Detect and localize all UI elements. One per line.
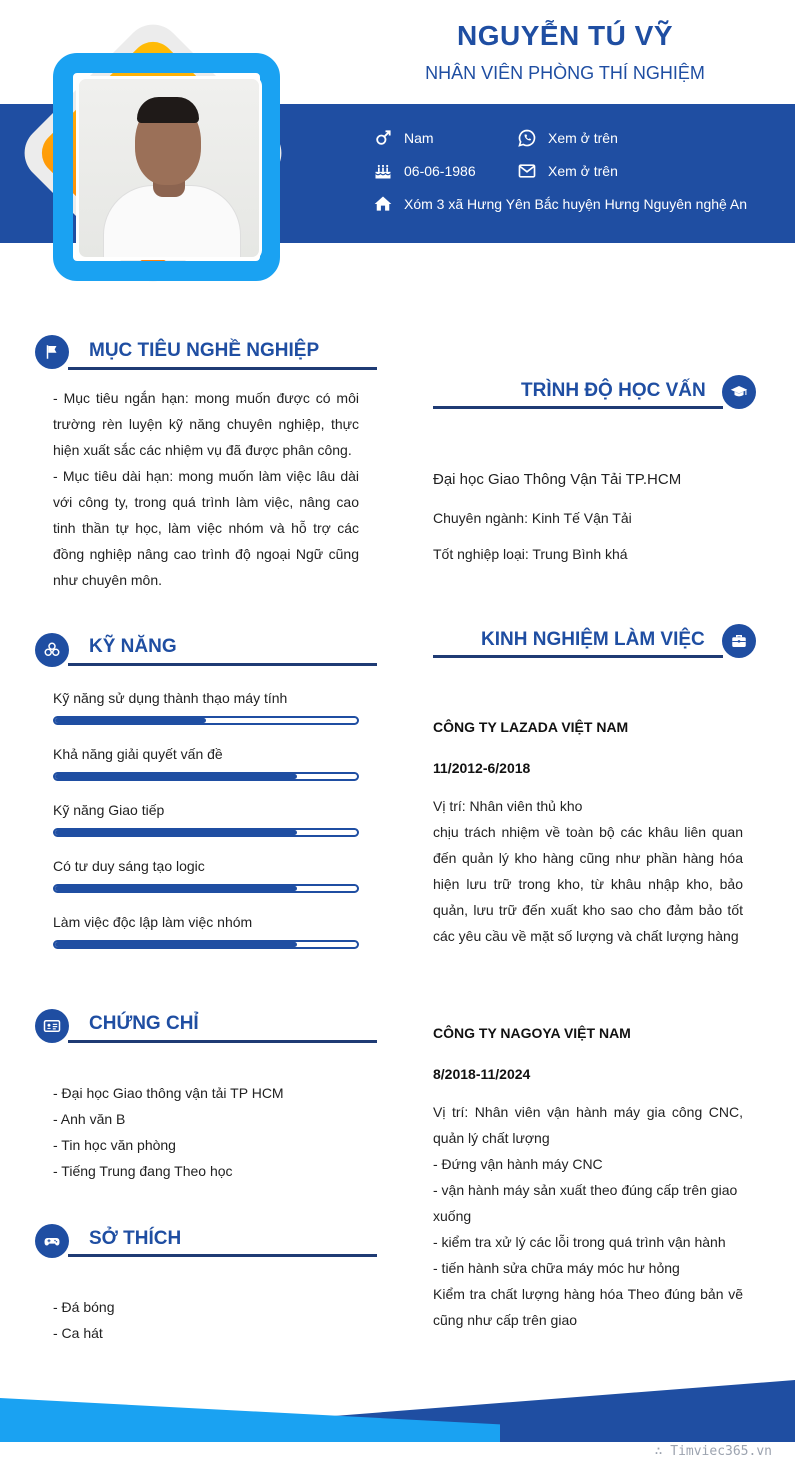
briefcase-icon bbox=[730, 632, 748, 650]
birthday-info bbox=[372, 161, 476, 181]
hobbies-title: SỞ THÍCH bbox=[89, 1228, 182, 1249]
certificate-item: - Anh văn B bbox=[53, 1111, 126, 1127]
cubes-icon bbox=[43, 641, 61, 659]
hobby-item: - Ca hát bbox=[53, 1325, 103, 1341]
skill-label: Có tư duy sáng tạo logic bbox=[53, 858, 205, 874]
education-section-icon bbox=[722, 375, 756, 409]
skill-fill bbox=[55, 886, 297, 891]
job-period: 8/2018-11/2024 bbox=[433, 1066, 531, 1082]
skills-underline bbox=[68, 663, 377, 666]
certificate-item: - Đại học Giao thông vận tải TP HCM bbox=[53, 1085, 284, 1101]
certificates-section-icon bbox=[35, 1009, 69, 1043]
skill-fill bbox=[55, 830, 297, 835]
cake-icon bbox=[372, 161, 394, 181]
objective-short: - Mục tiêu ngắn hạn: mong muốn được có môi trường rèn luyện kỹ năng chuyên nghiệp, thực hiện xuất sắc các nhiệm vụ đã được phân công. bbox=[53, 390, 359, 458]
experience-title: KINH NGHIỆM LÀM VIỆC bbox=[481, 629, 705, 650]
job-duty: Kiểm tra chất lượng hàng hóa Theo đúng bản vẽ cũng như cấp trên giao bbox=[433, 1286, 743, 1328]
flag-icon bbox=[43, 343, 61, 361]
experience-section-icon bbox=[722, 624, 756, 658]
job-duty: - tiến hành sửa chữa máy móc hư hỏng bbox=[433, 1260, 680, 1276]
education-major: Chuyên ngành: Kinh Tế Vận Tải bbox=[433, 510, 632, 526]
skill-bar bbox=[53, 884, 359, 893]
hobbies-underline bbox=[68, 1254, 377, 1257]
education-title: TRÌNH ĐỘ HỌC VẤN bbox=[521, 380, 706, 401]
skill-label: Kỹ năng sử dụng thành thạo máy tính bbox=[53, 690, 288, 706]
skill-bar bbox=[53, 716, 359, 725]
certificate-item: - Tiếng Trung đang Theo học bbox=[53, 1163, 233, 1179]
job-position: Vị trí: Nhân viên vận hành máy gia công CNC, quản lý chất lượng bbox=[433, 1104, 743, 1146]
objective-title: MỤC TIÊU NGHỀ NGHIỆP bbox=[89, 340, 320, 361]
envelope-icon bbox=[516, 161, 538, 181]
candidate-name: NGUYỄN TÚ VỸ bbox=[456, 20, 674, 51]
gender-info bbox=[372, 128, 434, 148]
photo-hair bbox=[137, 97, 199, 123]
birthday-text: 06-06-1986 bbox=[404, 163, 476, 179]
address-info bbox=[372, 194, 747, 214]
skill-bar bbox=[53, 772, 359, 781]
candidate-role: NHÂN VIÊN PHÒNG THÍ NGHIỆM bbox=[425, 63, 705, 83]
objective-underline bbox=[68, 367, 377, 370]
profile-photo bbox=[76, 76, 262, 260]
address-text: Xóm 3 xã Hưng Yên Bắc huyện Hưng Nguyên nghệ An bbox=[404, 196, 748, 212]
job-period: 11/2012-6/2018 bbox=[433, 760, 531, 776]
job-description: chịu trách nhiệm về toàn bộ các khâu liên quan đến quản lý kho hàng cũng như phần hàng hóa hiện lưu trữ trong kho, từ khâu nhập kho, bảo quản, lưu trữ đến xuất kho sao cho đảm bảo tốt các yêu cầu về mặt số lượng và chất lượng hàng bbox=[433, 824, 743, 944]
id-card-icon bbox=[43, 1017, 61, 1035]
email-info bbox=[516, 161, 618, 181]
phone-text: Xem ở trên bbox=[548, 130, 618, 146]
hobbies-section-icon bbox=[35, 1224, 69, 1258]
certificates-title: CHỨNG CHỈ bbox=[89, 1013, 199, 1034]
job-position: Vị trí: Nhân viên thủ kho bbox=[433, 798, 583, 814]
experience-underline bbox=[433, 655, 723, 658]
email-text: Xem ở trên bbox=[548, 163, 618, 179]
certificates-underline bbox=[68, 1040, 377, 1043]
skills-section-icon bbox=[35, 633, 69, 667]
skill-bar bbox=[53, 828, 359, 837]
hobby-item: - Đá bóng bbox=[53, 1299, 115, 1315]
watermark: ∴ Timviec365.vn bbox=[654, 1444, 772, 1459]
home-icon bbox=[372, 194, 394, 214]
education-underline bbox=[433, 406, 723, 409]
education-grade: Tốt nghiệp loại: Trung Bình khá bbox=[433, 546, 628, 562]
phone-info bbox=[516, 128, 618, 148]
job-company: CÔNG TY NAGOYA VIỆT NAM bbox=[433, 1025, 631, 1041]
skill-fill bbox=[55, 718, 206, 723]
skill-label: Khả năng giải quyết vấn đề bbox=[53, 746, 223, 762]
education-school: Đại học Giao Thông Vận Tải TP.HCM bbox=[433, 471, 682, 488]
skill-label: Kỹ năng Giao tiếp bbox=[53, 802, 165, 818]
objective-long: - Mục tiêu dài hạn: mong muốn làm việc lâu dài với công ty, trong quá trình làm việc, nâng cao tinh thần tự học, làm việc nhóm và hỗ trợ các đồng nghiệp nâng cao trình độ ngoại Ngữ cũng như chuyên môn. bbox=[53, 468, 359, 588]
skill-fill bbox=[55, 942, 297, 947]
graduation-cap-icon bbox=[730, 383, 748, 401]
skill-bar bbox=[53, 940, 359, 949]
certificate-item: - Tin học văn phòng bbox=[53, 1137, 176, 1153]
job-duty: - Đứng vận hành máy CNC bbox=[433, 1156, 603, 1172]
job-company: CÔNG TY LAZADA VIỆT NAM bbox=[433, 719, 629, 735]
whatsapp-icon bbox=[516, 128, 538, 148]
skill-label: Làm việc độc lập làm việc nhóm bbox=[53, 914, 253, 930]
skills-title: KỸ NĂNG bbox=[89, 636, 177, 657]
objective-section-icon bbox=[35, 335, 69, 369]
gender-text: Nam bbox=[404, 130, 434, 146]
skill-fill bbox=[55, 774, 297, 779]
job-duty: - kiểm tra xử lý các lỗi trong quá trình vận hành bbox=[433, 1234, 726, 1250]
job-duty: - vận hành máy sản xuất theo đúng cấp trên giao xuống bbox=[433, 1182, 738, 1224]
avatar bbox=[28, 28, 282, 308]
gender-icon bbox=[372, 128, 394, 148]
gamepad-icon bbox=[43, 1232, 61, 1250]
